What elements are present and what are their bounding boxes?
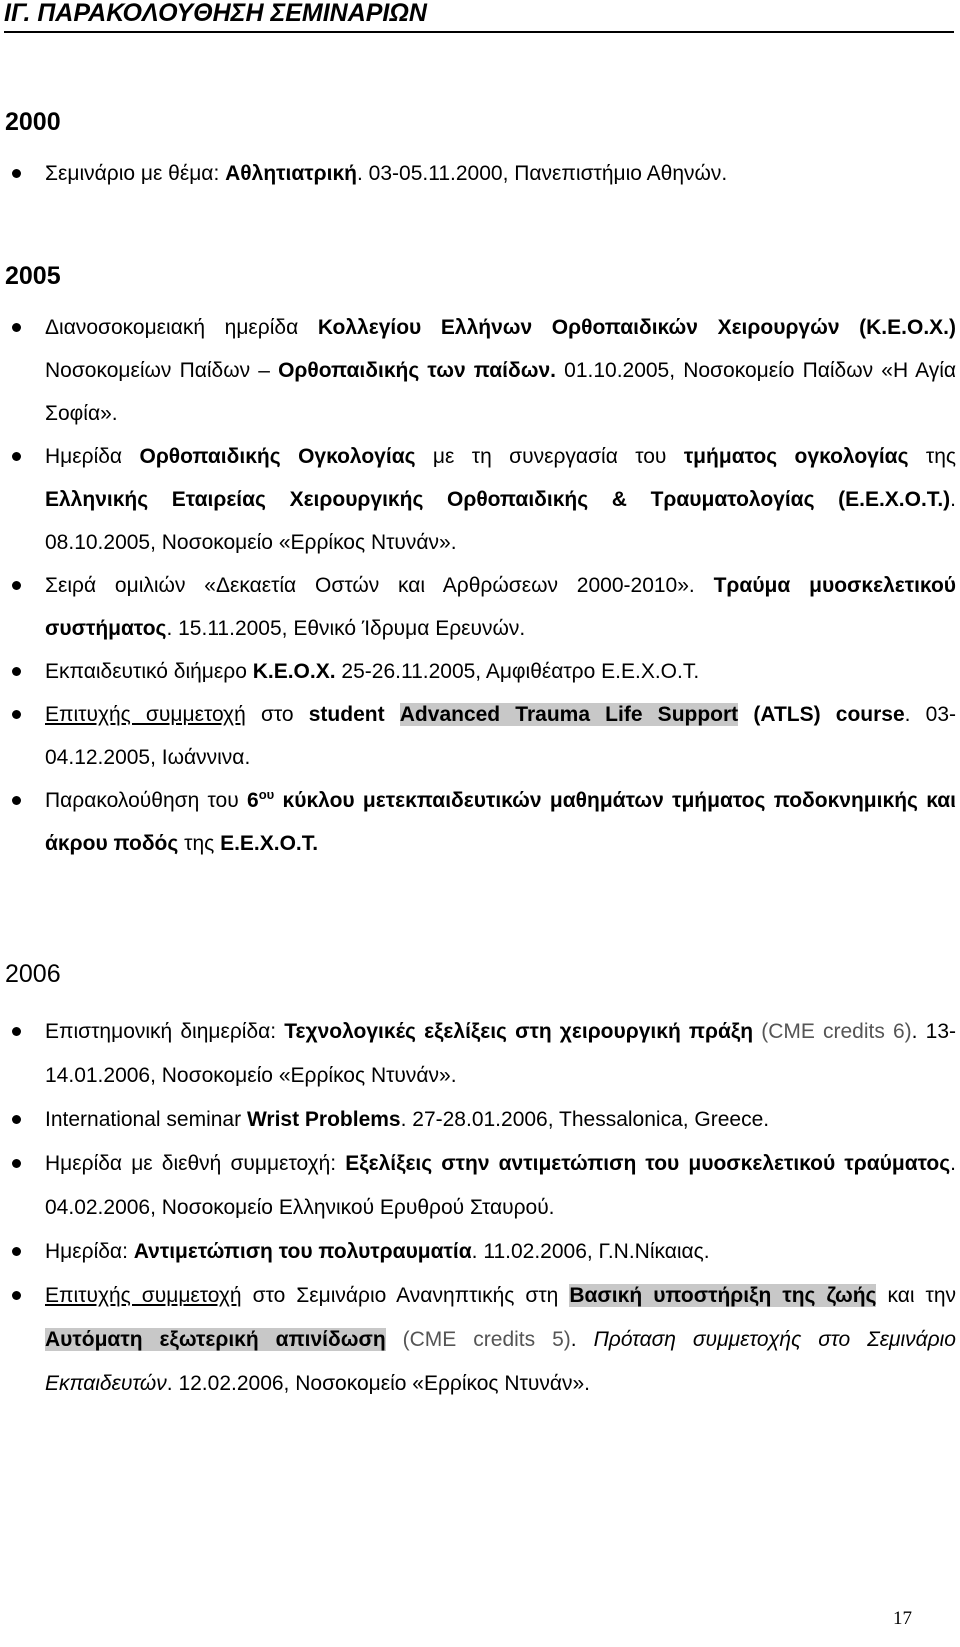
bullet-icon [12,169,21,178]
bullet-icon [12,1115,21,1124]
list-item: Παρακολούθηση του $6^{o\upsilon}$ κύκλου μετεκπαιδευτικών μαθημάτων τμήματος ποδοκνημικής και άκρου ποδός της Ε.Ε.Χ.Ο.Τ. [0,779,956,865]
year-heading-2006: 2006 [5,960,61,988]
list-item: International seminar Wrist Problems. 27-28.01.2006, Thessalonica, Greece. [0,1098,956,1142]
bullet-icon [12,796,21,805]
bullet-icon [12,323,21,332]
bullet-icon [12,667,21,676]
list-item: Ημερίδα Ορθοπαιδικής Ογκολογίας με τη συνεργασία του τμήματος ογκολογίας της Ελληνικής Εταιρείας Χειρουργικής Ορθοπαιδικής & Τραυματολογίας (Ε.Ε.Χ.Ο.Τ.). 08.10.2005, Νοσοκομείο «Ερρίκος Ντυνάν». [0,435,956,564]
bullet-icon [12,1291,21,1300]
list-item: Επιστημονική διημερίδα: Τεχνολογικές εξελίξεις στη χειρουργική πράξη (CME credits 6). 13-14.01.2006, Νοσοκομείο «Ερρίκος Ντυνάν». [0,1010,956,1098]
year-heading-2000: 2000 [5,108,61,136]
list-item: Επιτυχής συμμετοχή στο student Advanced Trauma Life Support (ATLS) course. 03-04.12.2005, Ιωάννινα. [0,693,956,779]
year-heading-2005: 2005 [5,262,61,290]
list-item: Εκπαιδευτικό διήμερο Κ.Ε.Ο.Χ. 25-26.11.2005, Αμφιθέατρο Ε.Ε.Χ.Ο.Τ. [0,650,956,693]
list-item: Ημερίδα με διεθνή συμμετοχή: Εξελίξεις στην αντιμετώπιση του μυοσκελετικού τραύματος. 04.02.2006, Νοσοκομείο Ελληνικού Ερυθρού Σταυρού. [0,1142,956,1230]
bullet-icon [12,710,21,719]
bullet-icon [12,1247,21,1256]
list-item: Σειρά ομιλιών «Δεκαετία Οστών και Αρθρώσεων 2000-2010». Τραύμα μυοσκελετικού συστήματος. 15.11.2005, Εθνικό Ίδρυμα Ερευνών. [0,564,956,650]
list-2000 [0,152,960,196]
bullet-icon [12,1027,21,1036]
page-number: 17 [893,1608,912,1629]
bullet-icon [12,452,21,461]
list-item: Σεμινάριο με θέμα: Αθλητιατρική. 03-05.11.2000, Πανεπιστήμιο Αθηνών. [0,152,956,196]
bullet-icon [12,581,21,590]
section-heading: ΙΓ. ΠΑΡΑΚΟΛΟΥΘΗΣΗ ΣΕΜΙΝΑΡΙΩΝ [4,0,954,33]
bullet-icon [12,1159,21,1168]
list-item: Ημερίδα: Αντιμετώπιση του πολυτραυματία. 11.02.2006, Γ.Ν.Νίκαιας. [0,1230,956,1274]
list-2005 [0,306,960,865]
list-2006 [0,1010,960,1406]
list-item: Επιτυχής συμμετοχή στο Σεμινάριο Ανανηπτικής στη Βασική υποστήριξη της ζωής και την Αυτόματη εξωτερική απινίδωση (CME credits 5). Πρόταση συμμετοχής στο Σεμινάριο Εκπαιδευτών. 12.02.2006, Νοσοκομείο «Ερρίκος Ντυνάν». [0,1274,956,1406]
list-item: Διανοσοκομειακή ημερίδα Κολλεγίου Ελλήνων Ορθοπαιδικών Χειρουργών (Κ.Ε.Ο.Χ.) Νοσοκομείων Παίδων – Ορθοπαιδικής των παίδων. 01.10.2005, Νοσοκομείο Παίδων «Η Αγία Σοφία». [0,306,956,435]
